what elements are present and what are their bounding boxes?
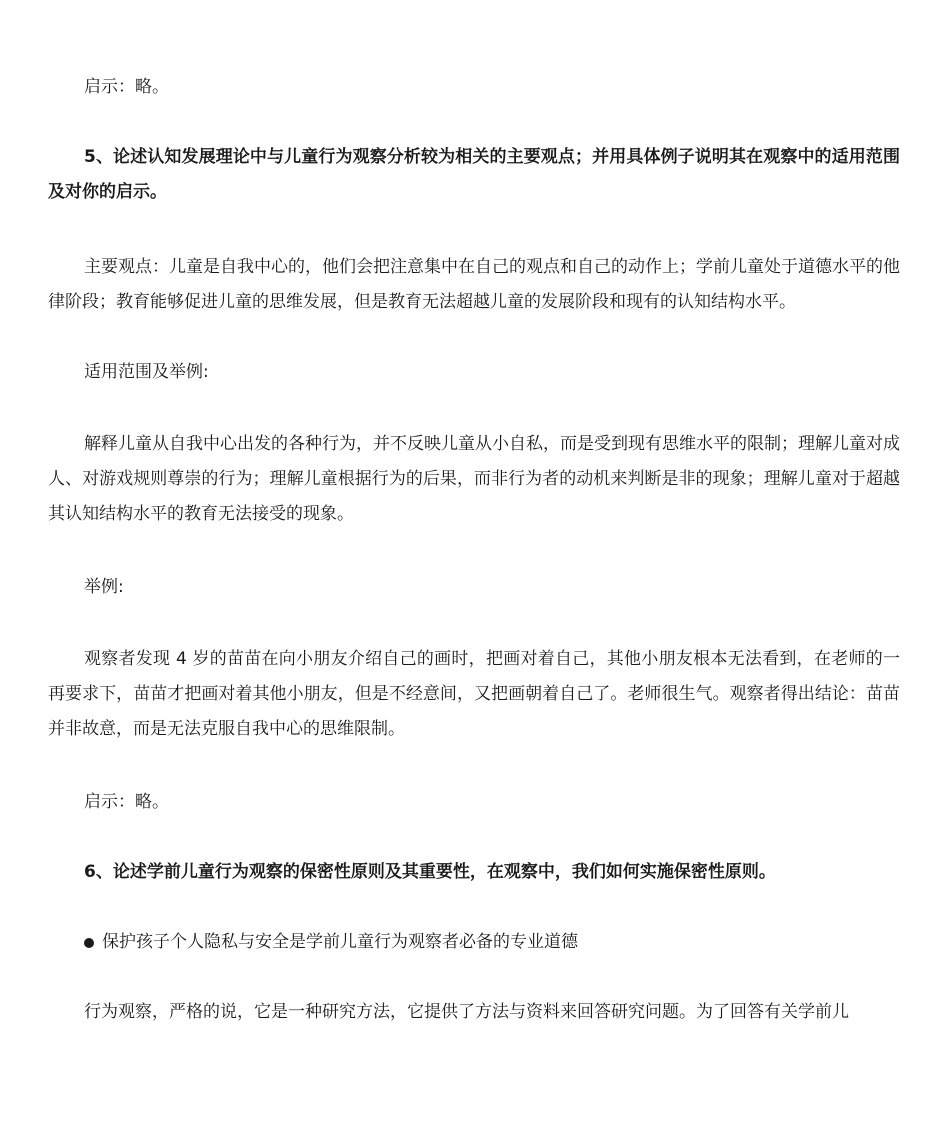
bullet-text: 保护孩子个人隐私与安全是学前儿童行为观察者必备的专业道德 <box>102 932 578 952</box>
last-paragraph: 行为观察，严格的说，它是一种研究方法，它提供了方法与资料来回答研究问题。为了回答有关学前儿 <box>84 1002 849 1022</box>
question-5-heading: 5、论述认知发展理论中与儿童行为观察分析较为相关的主要观点；并用具体例子说明其在观察中的适用范围及对你的启示。 <box>48 147 900 202</box>
bullet-item <box>84 925 900 960</box>
example-body-paragraph: 观察者发现 4 岁的苗苗在向小朋友介绍自己的画时，把画对着自己，其他小朋友根本无法看到，在老师的一再要求下，苗苗才把画对着其他小朋友，但是不经意间，又把画朝着自己了。老师很生气。观察者得出结论：苗苗并非故意，而是无法克服自我中心的思维限制。 <box>48 649 900 739</box>
scope-body-paragraph: 解释儿童从自我中心出发的各种行为，并不反映儿童从小自私，而是受到现有思维水平的限制；理解儿童对成人、对游戏规则尊崇的行为；理解儿童根据行为的后果，而非行为者的动机来判断是非的现象；理解儿童对于超越其认知结构水平的教育无法接受的现象。 <box>48 434 900 524</box>
question-6-heading: 6、论述学前儿童行为观察的保密性原则及其重要性，在观察中，我们如何实施保密性原则。 <box>84 862 776 882</box>
hint-paragraph-1: 启示：略。 <box>84 77 169 97</box>
main-points-paragraph: 主要观点：儿童是自我中心的，他们会把注意集中在自己的观点和自己的动作上；学前儿童处于道德水平的他律阶段；教育能够促进儿童的思维发展，但是教育无法超越儿童的发展阶段和现有的认知结构水平。 <box>48 257 900 312</box>
example-title: 举例: <box>84 577 124 597</box>
scope-title: 适用范围及举例: <box>84 362 209 382</box>
bullet-dot-icon <box>84 938 94 948</box>
hint-paragraph-2: 启示：略。 <box>84 792 169 812</box>
